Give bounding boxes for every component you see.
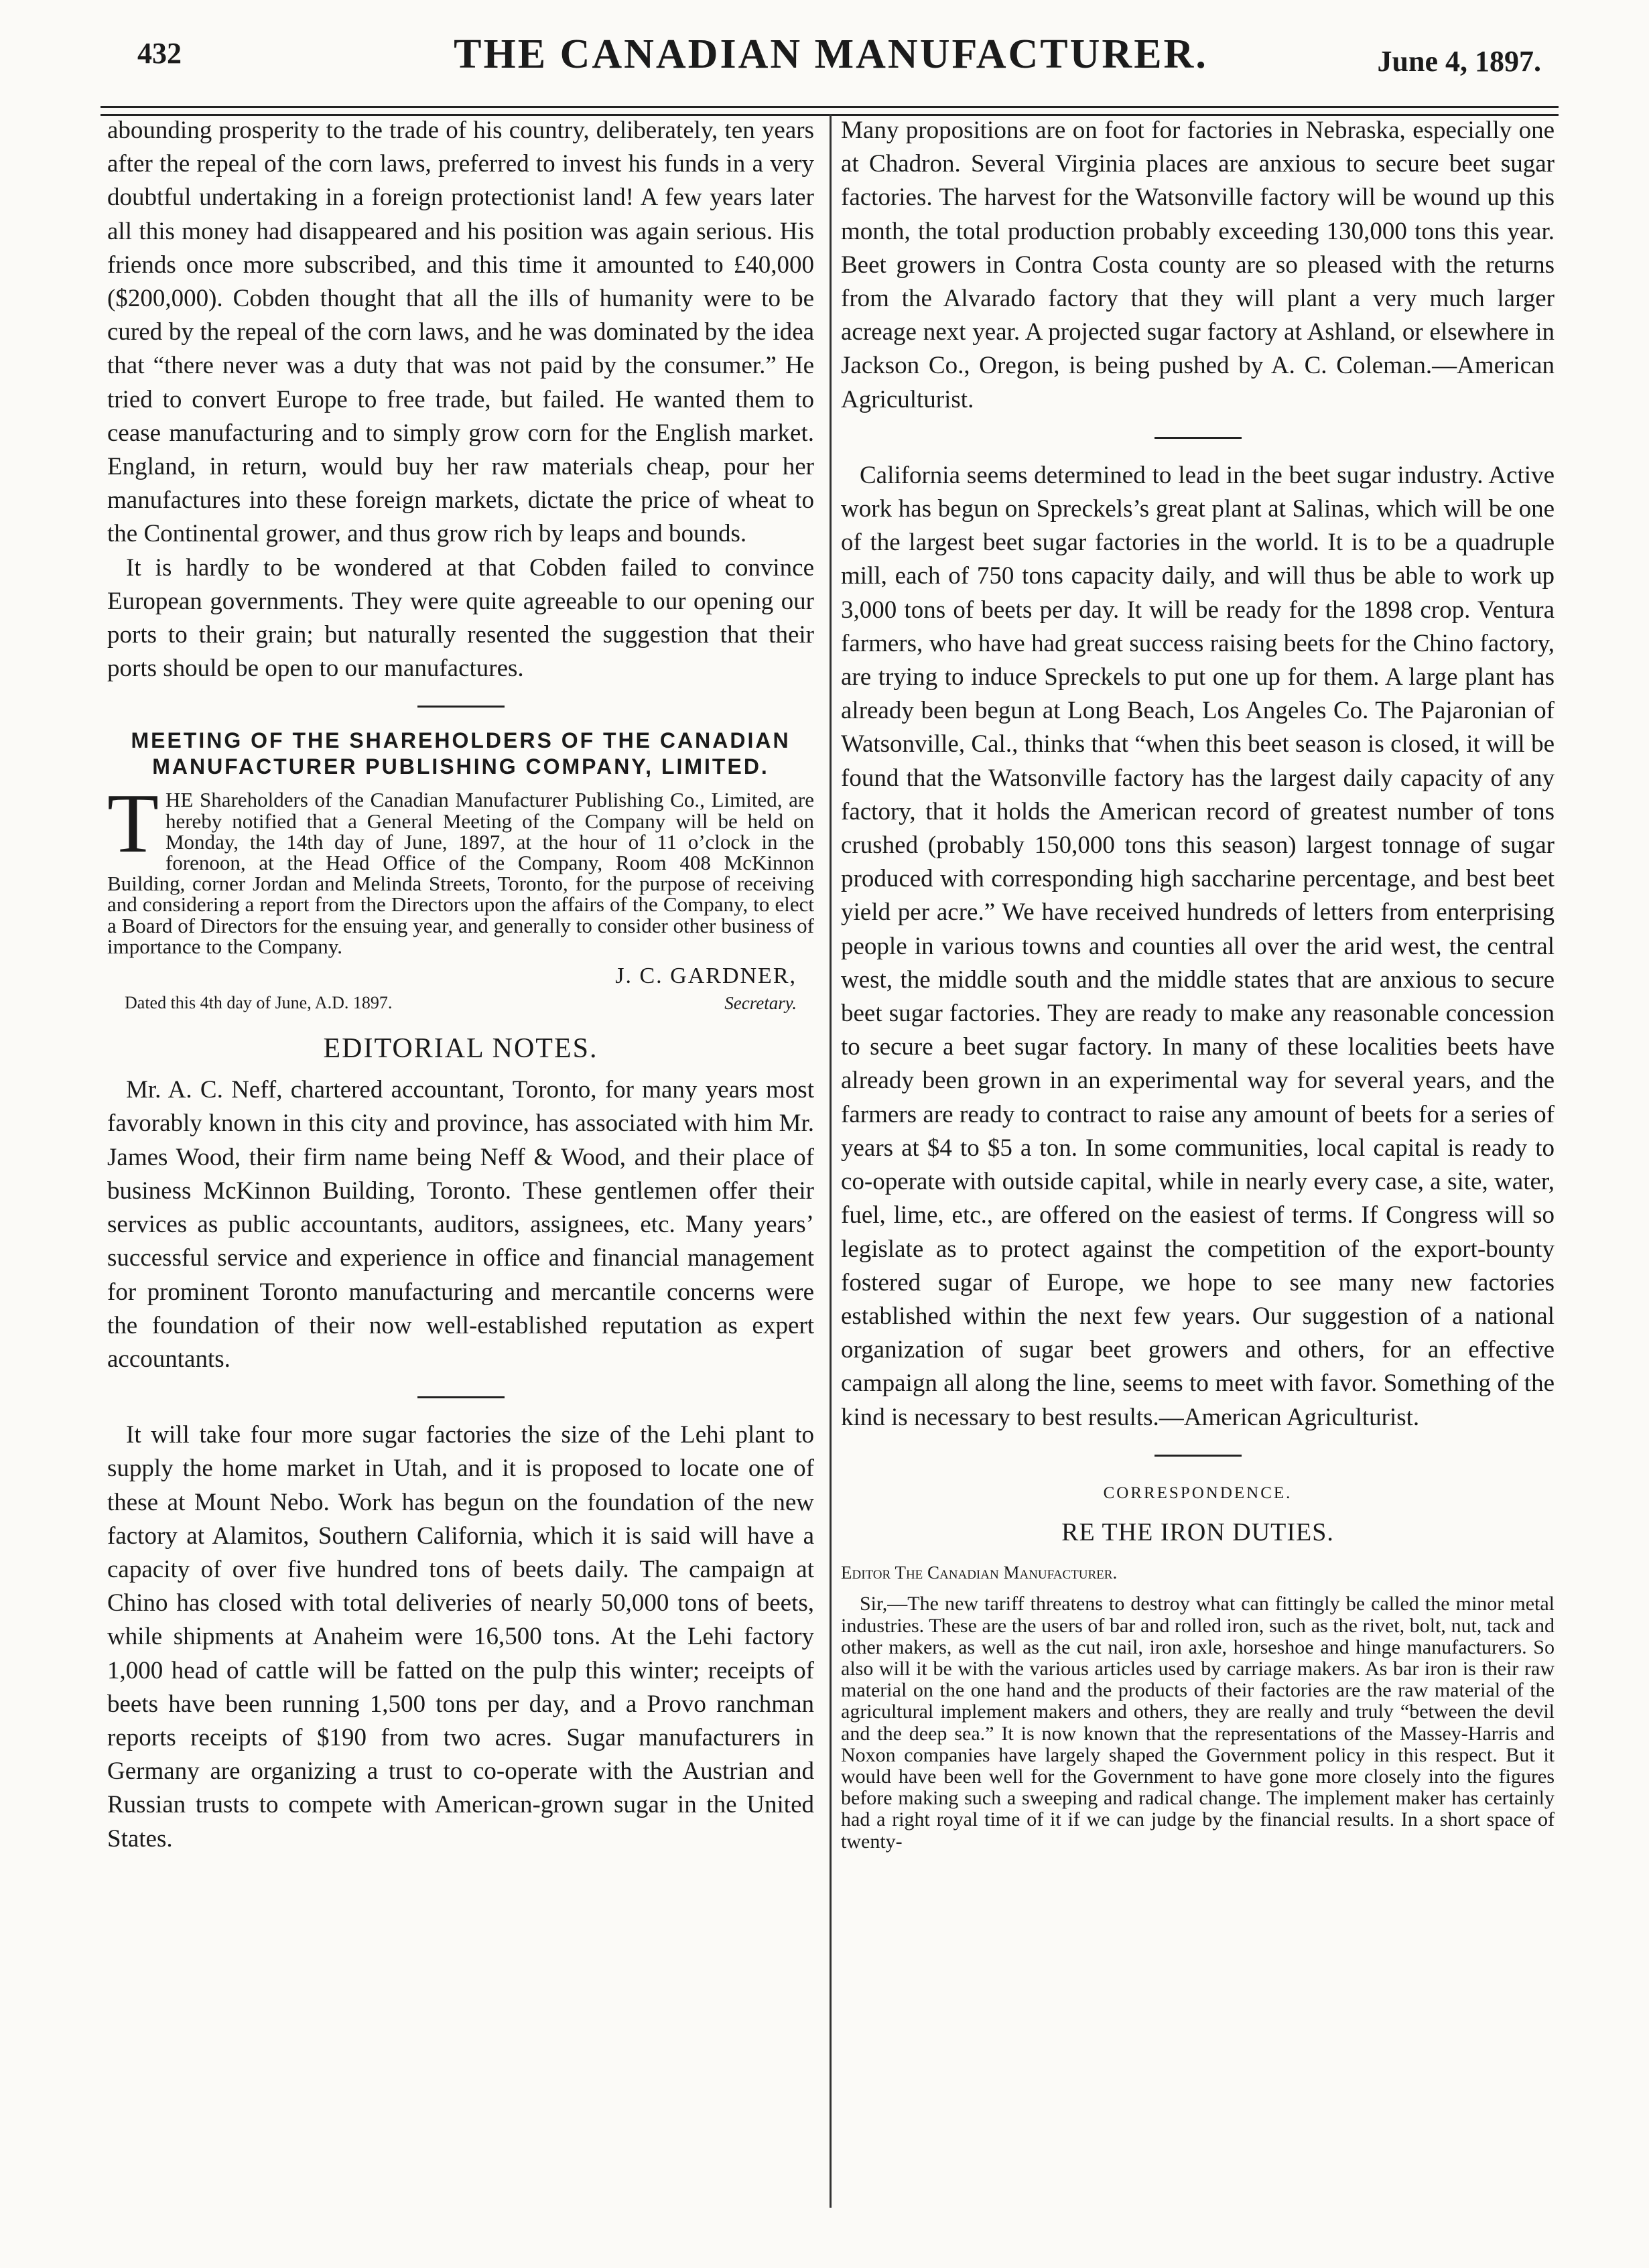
correspondence-label: CORRESPONDENCE.	[1103, 1483, 1293, 1502]
nebraska-paragraph: Many propositions are on foot for factories in Nebraska, especially one at Chadron. Several Virginia places are anxious to secure beet sugar factories. The harvest for the Watsonville factory will be wound up this month, the total production probably exceeding 130,000 tons this year. Beet growers in Contra Costa county are so pleased with the returns from the Alvarado factory that they will plant a very much larger acreage next year. A projected sugar factory at Ashland, or elsewhere in Jackson Co., Oregon, is being pushed by A. C. Coleman.—American Agriculturist.	[841, 117, 1555, 413]
signatory-title: Secretary.	[724, 993, 797, 1014]
right-column	[841, 114, 1555, 1853]
section-rule	[1155, 437, 1242, 439]
editorial-notes-heading: EDITORIAL NOTES.	[323, 1033, 598, 1065]
drop-cap: T	[107, 777, 159, 871]
page-header	[101, 27, 1561, 107]
section-rule	[417, 1396, 505, 1398]
utah-paragraph: It will take four more sugar factories the size of the Lehi plant to supply the home market in Utah, and it is proposed to locate one of these at Mount Nebo. Work has begun on the foundation of the new factory at Alamitos, Southern California, which it is said will have a capacity of over five hundred tons of beets daily. The campaign at Chino has closed with total deliveries of nearly 50,000 tons of beets, while shipments at Anaheim were 16,500 tons. At the Lehi factory 1,000 head of cattle will be fatted on the pulp this winter; receipts of beets have been running 1,500 tons per day, and a Provo ranchman reports receipts of $190 from two acres. Sugar manufacturers in Germany are organizing a trust to co-operate with the Austrian and Russian trusts to compete with American-grown sugar in the United States.	[107, 1421, 814, 1853]
iron-duties-letter: Sir,—The new tariff threatens to destroy what can fittingly be called the minor metal industries. These are the users of bar and rolled iron, such as the rivet, bolt, nut, tack and other makers, as well as the cut nail, iron axle, horseshoe and hinge manufacturers. So also will it be with the various articles used by carriage makers. As bar iron is their raw material on the one hand and the products of their factories are the raw material of the agricultural implement makers and others, they are really and truly “between the devil and the deep sea.” It is now known that the representations of the Massey-Harris and Noxon companies have largely shaped the Government policy in this respect. But it would have been well for the Government to have gone more closely into the figures before making such a sweeping and radical change. The implement maker has certainly had a right royal time of it if we can judge by the financial results. In a short space of twenty-	[841, 1593, 1555, 1853]
notice-signature	[107, 959, 814, 1013]
section-rule	[1155, 1455, 1242, 1457]
publication-title: THE CANADIAN MANUFACTURER.	[454, 31, 1208, 77]
left-column	[107, 114, 814, 1856]
neff-paragraph: Mr. A. C. Neff, chartered accountant, Toronto, for many years most favorably known in this city and province, has associated with him Mr. James Wood, their firm name being Neff & Wood, and their place of business McKinnon Building, Toronto. These gentlemen offer their services as public accountants, auditors, assignees, etc. Many years’ successful service and experience in office and financial management for prominent Toronto manufacturing and mercantile concerns were the foundation of their now well-established reputation as expert accountants.	[107, 1076, 814, 1373]
issue-date: June 4, 1897.	[1377, 45, 1541, 78]
cobden-paragraph-2: It is hardly to be wondered at that Cobden failed to convince European governments. They were quite agreeable to our opening our ports to their grain; but naturally resented the suggestion that their ports should be open to our manufactures.	[107, 553, 814, 683]
meeting-notice-body: HE Shareholders of the Canadian Manufacturer Publishing Co., Limited, are hereby notified that a General Meeting of the Company will be held on Monday, the 14th day of June, 1897, at the hour of 11 o’clock in the forenoon, at the Head Office of the Company, Room 408 McKinnon Building, corner Jordan and Melinda Streets, Toronto, for the purpose of receiving and considering a report from the Directors upon the affairs of the Company, to elect a Board of Directors for the ensuing year, and generally to consider other business of importance to the Company.	[107, 788, 814, 958]
column-divider	[830, 114, 832, 2208]
notice-date: Dated this 4th day of June, A.D. 1897.	[125, 993, 393, 1013]
meeting-notice-heading: MEETING OF THE SHAREHOLDERS OF THE CANADIAN MANUFACTURER PUBLISHING COMPANY, LIMITED.	[131, 728, 791, 779]
cobden-paragraph-1: abounding prosperity to the trade of his country, deliberately, ten years after the repeal of the corn laws, preferred to invest his funds in a very doubtful undertaking in a foreign protectionist land! A few years later all this money had disappeared and his position was again serious. His friends once more subscribed, and this time it amounted to £40,000 ($200,000). Cobden thought that all the ills of humanity were to be cured by the repeal of the corn laws, and he was dominated by the idea that “there never was a duty that was not paid by the consumer.” He tried to convert Europe to free trade, but failed. He wanted them to cease manufacturing and to simply grow corn for the English market. England, in return, would buy her raw materials cheap, pour her manufactures into these foreign markets, dictate the price of wheat to the Continental grower, and thus grow rich by leaps and bounds.	[107, 117, 814, 548]
california-paragraph: California seems determined to lead in the beet sugar industry. Active work has begun on Spreckels’s great plant at Salinas, which will be one of the largest beet sugar factories in the world. It is to be a quadruple mill, each of 750 tons capacity daily, and will thus be able to work up 3,000 tons of beets per day. It will be ready for the 1898 crop. Ventura farmers, who have had great success raising beets for the Chino factory, are trying to induce Spreckels to put one up for them. A large plant has already been begun at Long Beach, Los Angeles Co. The Pajaronian of Watsonville, Cal., thinks that “when this beet season is closed, it will be found that the Watsonville factory has the largest daily capacity of any factory, that it holds the American record of greatest number of tons crushed (probably 150,000 tons this season) largest tonnage of sugar produced with corresponding high saccharine percentage, and best beet yield per acre.” We have received hundreds of letters from enterprising people in various towns and counties all over the arid west, the central west, the middle south and the middle states that are anxious to secure beet sugar factories. They are ready to make any reasonable concession to secure a beet sugar factory. In many of these localities beets have already been grown in an experimental way for several years, and the farmers are ready to contract to raise any amount of beets for a series of years at $4 to $5 a ton. In some communities, local capital is ready to co-operate with outside capital, while in nearly every case, a site, water, fuel, lime, etc., are offered on the easiest of terms. If Congress will so legislate as to protect against the competition of the export-bounty fostered sugar of Europe, we hope to see many new factories established within the next few years. Our suggestion of a national organization of sugar beet growers and others, for an effective campaign all along the line, seems to meet with favor. Something of the kind is necessary to best results.—American Agriculturist.	[841, 461, 1555, 1431]
page-number: 432	[137, 37, 182, 70]
iron-duties-heading: RE THE IRON DUTIES.	[1061, 1518, 1334, 1546]
meeting-notice-text	[107, 777, 814, 958]
signatory-name: J. C. GARDNER,	[615, 963, 797, 989]
section-rule	[417, 706, 505, 708]
letter-addressee: Editor The Canadian Manufacturer.	[841, 1562, 1118, 1583]
